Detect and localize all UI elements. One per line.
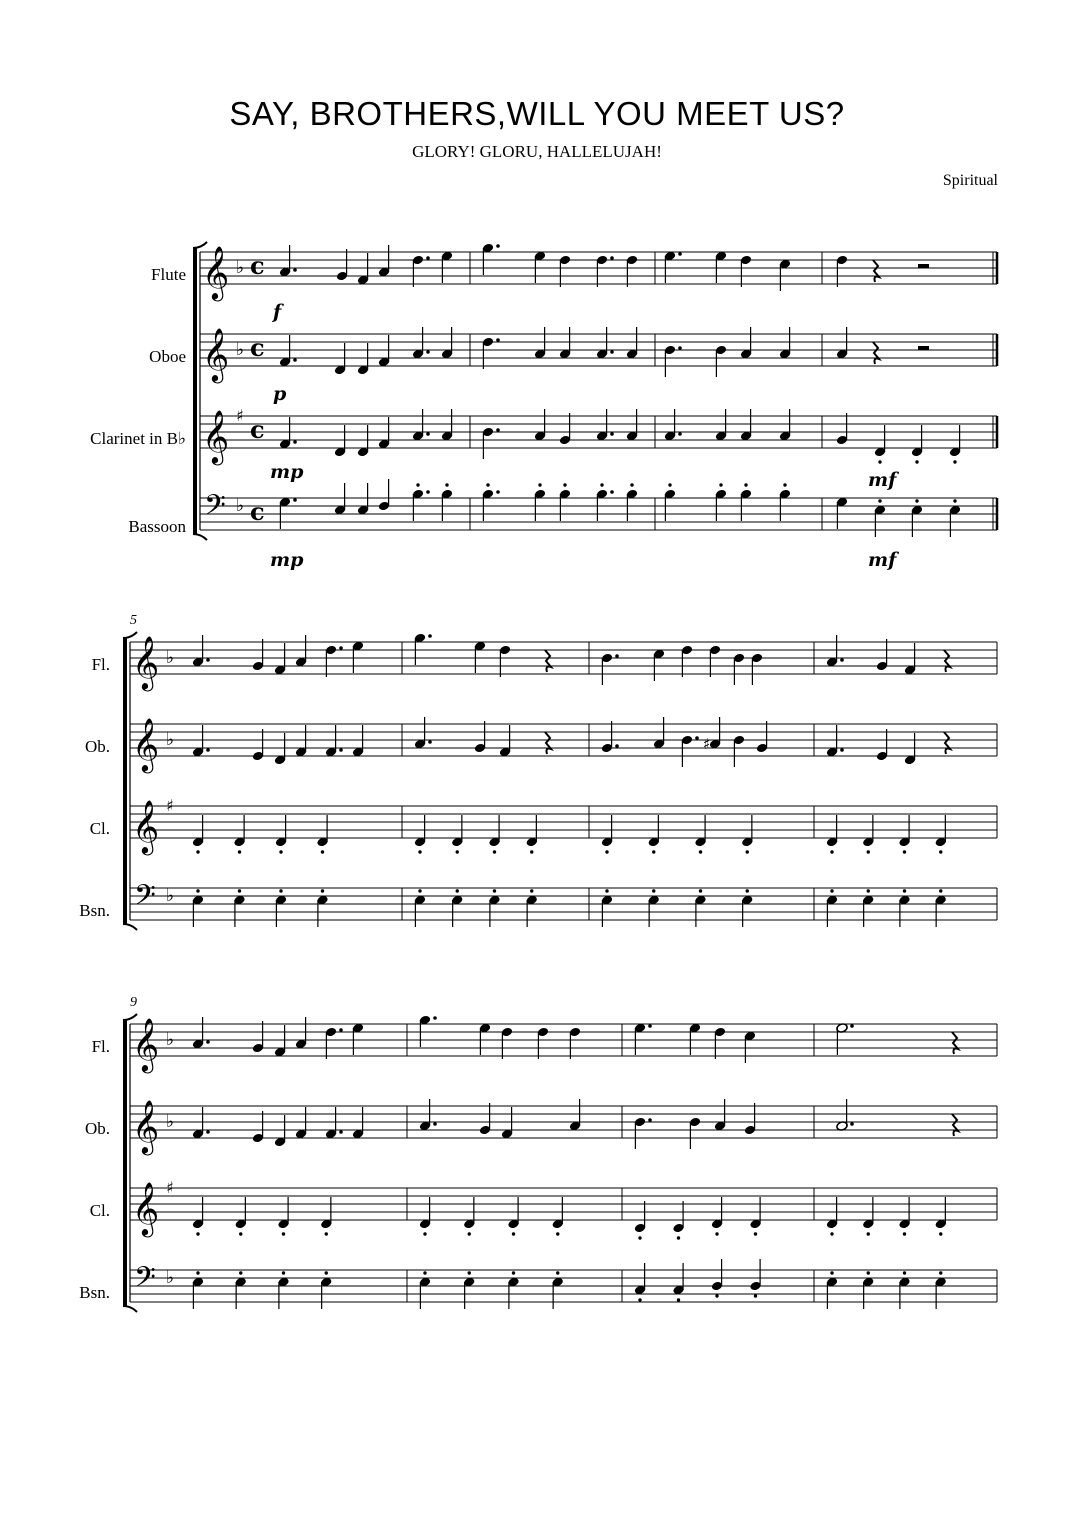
staccato-dot	[239, 1271, 242, 1274]
augmentation-dot	[678, 432, 682, 436]
key-signature-flat: ♭	[236, 496, 245, 516]
staccato-dot	[238, 850, 241, 853]
instrument-label-fl: Fl.	[91, 655, 110, 674]
augmentation-dot	[695, 736, 699, 740]
staccato-dot	[715, 1232, 718, 1235]
augmentation-dot	[339, 1028, 343, 1032]
staccato-dot	[830, 889, 833, 892]
staccato-dot	[867, 850, 870, 853]
treble-clef: 𝄞	[202, 245, 230, 299]
dynamic-marking: mp	[270, 549, 304, 571]
staccato-dot	[282, 1232, 285, 1235]
staccato-dot	[196, 1271, 199, 1274]
score-title: SAY, BROTHERS,WILL YOU MEET US?	[229, 95, 845, 132]
staccato-dot	[783, 483, 786, 486]
staccato-dot	[939, 889, 942, 892]
staccato-dot	[953, 460, 956, 463]
staccato-dot	[638, 1298, 641, 1301]
staccato-dot	[423, 1271, 426, 1274]
staccato-dot	[830, 1232, 833, 1235]
bass-clef: 𝄢	[204, 489, 226, 529]
time-signature: c	[250, 333, 265, 362]
staccato-dot	[418, 889, 421, 892]
measure-number: 9	[130, 995, 137, 1010]
quarter-rest	[873, 342, 879, 364]
staccato-dot	[903, 850, 906, 853]
quarter-rest	[545, 650, 551, 672]
accidental-sharp: ♯	[703, 735, 711, 753]
augmentation-dot	[206, 748, 210, 752]
staccato-dot	[903, 1232, 906, 1235]
augmentation-dot	[496, 490, 500, 494]
staccato-dot	[677, 1236, 680, 1239]
key-signature-flat: ♭	[166, 730, 175, 750]
treble-clef: 𝄞	[132, 717, 160, 771]
staccato-dot	[512, 1271, 515, 1274]
staccato-dot	[744, 483, 747, 486]
augmentation-dot	[648, 1024, 652, 1028]
augmentation-dot	[433, 1016, 437, 1020]
staccato-dot	[196, 889, 199, 892]
treble-clef: 𝄞	[202, 327, 230, 381]
quarter-rest	[873, 260, 879, 282]
time-signature: c	[250, 415, 265, 444]
staccato-dot	[605, 850, 608, 853]
augmentation-dot	[206, 1040, 210, 1044]
staccato-dot	[746, 889, 749, 892]
staccato-dot	[915, 499, 918, 502]
augmentation-dot	[206, 658, 210, 662]
augmentation-dot	[610, 490, 614, 494]
augmentation-dot	[293, 498, 297, 502]
staccato-dot	[563, 483, 566, 486]
key-signature-flat: ♭	[166, 1030, 175, 1050]
staccato-dot	[915, 460, 918, 463]
treble-clef: 𝄞	[132, 1017, 160, 1071]
staccato-dot	[456, 889, 459, 892]
staccato-dot	[279, 889, 282, 892]
quarter-rest	[952, 1032, 958, 1054]
staccato-dot	[238, 889, 241, 892]
augmentation-dot	[339, 748, 343, 752]
composer-credit: Spiritual	[942, 172, 998, 189]
staccato-dot	[321, 889, 324, 892]
key-signature-flat: ♭	[166, 648, 175, 668]
staccato-dot	[677, 1298, 680, 1301]
staccato-dot	[486, 483, 489, 486]
quarter-rest	[545, 732, 551, 754]
instrument-label-bsn: Bsn.	[79, 1283, 110, 1302]
augmentation-dot	[850, 1024, 854, 1028]
augmentation-dot	[615, 744, 619, 748]
augmentation-dot	[206, 1130, 210, 1134]
staccato-dot	[719, 483, 722, 486]
instrument-label-cl: Cl.	[89, 819, 110, 838]
bass-clef: 𝄢	[134, 1261, 156, 1301]
staccato-dot	[556, 1232, 559, 1235]
staccato-dot	[715, 1294, 718, 1297]
staccato-dot	[939, 1232, 942, 1235]
staccato-dot	[746, 850, 749, 853]
staccato-dot	[652, 889, 655, 892]
staccato-dot	[630, 483, 633, 486]
staccato-dot	[638, 1236, 641, 1239]
staccato-dot	[239, 1232, 242, 1235]
treble-clef: 𝄞	[132, 1099, 160, 1153]
instrument-label-ob: Ob.	[84, 1119, 110, 1138]
augmentation-dot	[610, 256, 614, 260]
augmentation-dot	[850, 1122, 854, 1126]
staccato-dot	[530, 889, 533, 892]
staccato-dot	[530, 850, 533, 853]
staccato-dot	[196, 1232, 199, 1235]
augmentation-dot	[293, 440, 297, 444]
staccato-dot	[939, 1271, 942, 1274]
staccato-dot	[279, 850, 282, 853]
instrument-label-flute: Flute	[151, 265, 186, 284]
staccato-dot	[325, 1232, 328, 1235]
key-signature-flat: ♭	[236, 258, 245, 278]
instrument-label-clarinet: Clarinet in B♭	[90, 429, 186, 448]
bracket-hook	[193, 534, 207, 540]
augmentation-dot	[648, 1118, 652, 1122]
treble-clef: 𝄞	[132, 1181, 160, 1235]
staccato-dot	[830, 1271, 833, 1274]
staccato-dot	[605, 889, 608, 892]
staccato-dot	[699, 889, 702, 892]
instrument-label-oboe: Oboe	[149, 347, 186, 366]
augmentation-dot	[426, 256, 430, 260]
augmentation-dot	[293, 268, 297, 272]
staccato-dot	[867, 1271, 870, 1274]
augmentation-dot	[433, 1122, 437, 1126]
staccato-dot	[878, 460, 881, 463]
staccato-dot	[830, 850, 833, 853]
staccato-dot	[600, 483, 603, 486]
staccato-dot	[939, 850, 942, 853]
augmentation-dot	[610, 350, 614, 354]
staccato-dot	[445, 483, 448, 486]
bass-clef: 𝄢	[134, 879, 156, 919]
staccato-dot	[321, 850, 324, 853]
key-signature-flat: ♭	[166, 1112, 175, 1132]
instrument-label-bassoon: Bassoon	[128, 517, 186, 536]
score-subtitle: GLORY! GLORU, HALLELUJAH!	[412, 142, 662, 161]
augmentation-dot	[426, 490, 430, 494]
bracket-hook	[123, 924, 137, 930]
staccato-dot	[867, 1232, 870, 1235]
augmentation-dot	[678, 346, 682, 350]
staccato-dot	[468, 1232, 471, 1235]
dynamic-marking: mp	[270, 461, 304, 483]
staccato-dot	[903, 889, 906, 892]
staccato-dot	[754, 1294, 757, 1297]
staccato-dot	[867, 889, 870, 892]
augmentation-dot	[496, 244, 500, 248]
augmentation-dot	[678, 252, 682, 256]
key-signature-sharp: ♯	[166, 1178, 174, 1197]
staccato-dot	[196, 850, 199, 853]
staccato-dot	[418, 850, 421, 853]
treble-clef: 𝄞	[132, 799, 160, 853]
key-signature-flat: ♭	[166, 886, 175, 906]
staccato-dot	[538, 483, 541, 486]
time-signature: c	[250, 251, 265, 280]
augmentation-dot	[496, 338, 500, 342]
augmentation-dot	[293, 358, 297, 362]
instrument-label-cl: Cl.	[89, 1201, 110, 1220]
time-signature: c	[250, 497, 265, 526]
staccato-dot	[416, 483, 419, 486]
staccato-dot	[282, 1271, 285, 1274]
key-signature-flat: ♭	[166, 1268, 175, 1288]
augmentation-dot	[339, 1130, 343, 1134]
staccato-dot	[652, 850, 655, 853]
measure-number: 5	[130, 613, 137, 628]
staccato-dot	[423, 1232, 426, 1235]
dynamic-marking: f	[273, 301, 282, 323]
dynamic-marking: mf	[868, 469, 897, 491]
augmentation-dot	[840, 748, 844, 752]
half-rest	[918, 346, 929, 350]
augmentation-dot	[615, 654, 619, 658]
staccato-dot	[668, 483, 671, 486]
staccato-dot	[456, 850, 459, 853]
augmentation-dot	[610, 432, 614, 436]
instrument-label-bsn: Bsn.	[79, 901, 110, 920]
quarter-rest	[944, 650, 950, 672]
augmentation-dot	[339, 646, 343, 650]
staccato-dot	[493, 850, 496, 853]
staccato-dot	[325, 1271, 328, 1274]
staccato-dot	[468, 1271, 471, 1274]
treble-clef: 𝄞	[132, 635, 160, 689]
instrument-label-fl: Fl.	[91, 1037, 110, 1056]
quarter-rest	[944, 732, 950, 754]
staccato-dot	[556, 1271, 559, 1274]
quarter-rest	[952, 1114, 958, 1136]
augmentation-dot	[496, 428, 500, 432]
dynamic-marking: p	[273, 383, 287, 405]
augmentation-dot	[428, 740, 432, 744]
staccato-dot	[878, 499, 881, 502]
augmentation-dot	[426, 350, 430, 354]
staccato-dot	[953, 499, 956, 502]
key-signature-sharp: ♯	[236, 406, 244, 425]
key-signature-sharp: ♯	[166, 796, 174, 815]
staccato-dot	[493, 889, 496, 892]
augmentation-dot	[840, 658, 844, 662]
augmentation-dot	[426, 432, 430, 436]
staccato-dot	[903, 1271, 906, 1274]
staccato-dot	[512, 1232, 515, 1235]
bracket-hook	[123, 1306, 137, 1312]
treble-clef: 𝄞	[202, 409, 230, 463]
augmentation-dot	[428, 634, 432, 638]
instrument-label-ob: Ob.	[84, 737, 110, 756]
dynamic-marking: mf	[868, 549, 897, 571]
half-rest	[918, 264, 929, 268]
staccato-dot	[699, 850, 702, 853]
key-signature-flat: ♭	[236, 340, 245, 360]
staccato-dot	[754, 1232, 757, 1235]
